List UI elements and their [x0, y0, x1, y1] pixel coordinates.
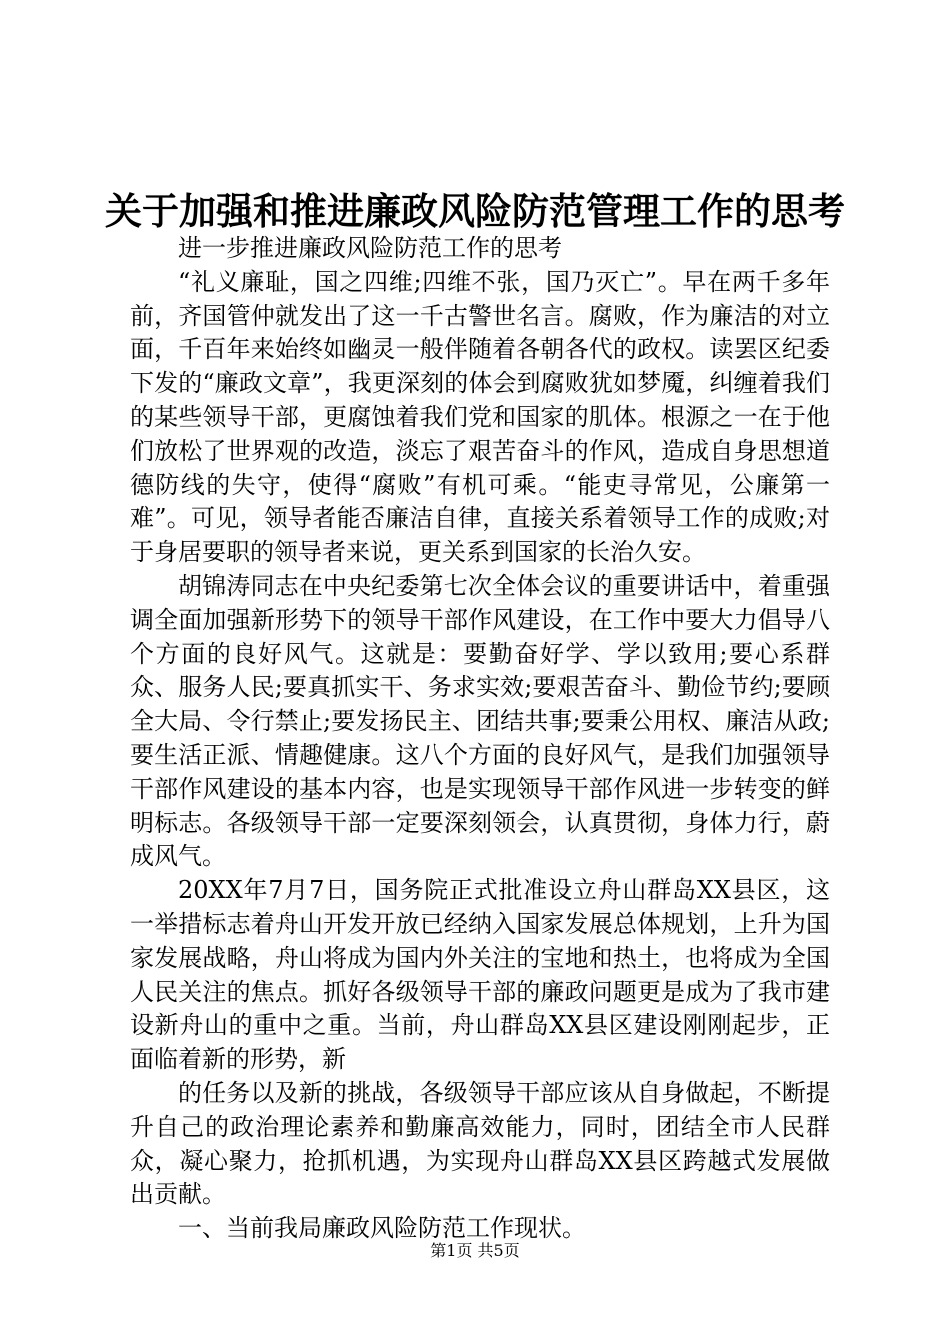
- paragraph-1: “礼义廉耻，国之四维;四维不张，国乃灭亡”。早在两千多年前，齐国管仲就发出了这一千古警世名言。腐败，作为廉洁的对立面，千百年来始终如幽灵一般伴随着各朝各代的政权。读罢区纪委下发的“廉政文章”，我更深刻的体会到腐败犹如梦魇，纠缠着我们的某些领导干部，更腐蚀着我们党和国家的肌体。根源之一在于他们放松了世界观的改造，淡忘了艰苦奋斗的作风，造成自身思想道德防线的失守，使得“腐败”有机可乘。“能吏寻常见，公廉第一难”。可见，领导者能否廉洁自律，直接关系着领导工作的成败;对于身居要职的领导者来说，更关系到国家的长治久安。: [130, 267, 830, 567]
- document-title: 关于加强和推进廉政风险防范管理工作的思考: [105, 189, 845, 233]
- paragraph-4: 的任务以及新的挑战，各级领导干部应该从自身做起，不断提升自己的政治理论素养和勤廉高效能力，同时，团结全市人民群众，凝心聚力，抢抓机遇，为实现舟山群岛XX县区跨越式发展做出贡献。: [130, 1078, 830, 1209]
- section-heading: 一、当前我局廉政风险防范工作现状。: [178, 1214, 586, 1243]
- document-subtitle: 进一步推进廉政风险防范工作的思考: [178, 234, 562, 262]
- page-footer: 第1页 共5页: [430, 1241, 520, 1260]
- paragraph-2: 胡锦涛同志在中央纪委第七次全体会议的重要讲话中，着重强调全面加强新形势下的领导干部作风建设，在工作中要大力倡导八个方面的良好风气。这就是：要勤奋好学、学以致用;要心系群众、服务人民;要真抓实干、务求实效;要艰苦奋斗、勤俭节约;要顾全大局、令行禁止;要发扬民主、团结共事;要秉公用权、廉洁从政;要生活正派、情趣健康。这八个方面的良好风气，是我们加强领导干部作风建设的基本内容，也是实现领导干部作风进一步转变的鲜明标志。各级领导干部一定要深刻领会，认真贯彻，身体力行，蔚成风气。: [130, 571, 830, 871]
- paragraph-3: 20XX年7月7日，国务院正式批准设立舟山群岛XX县区，这一举措标志着舟山开发开放已经纳入国家发展总体规划，上升为国家发展战略，舟山将成为国内外关注的宝地和热土，也将成为全国人民关注的焦点。抓好各级领导干部的廉政问题更是成为了我市建设新舟山的重中之重。当前，舟山群岛XX县区建设刚刚起步，正面临着新的形势，新: [130, 876, 830, 1074]
- document-body: [130, 232, 830, 1246]
